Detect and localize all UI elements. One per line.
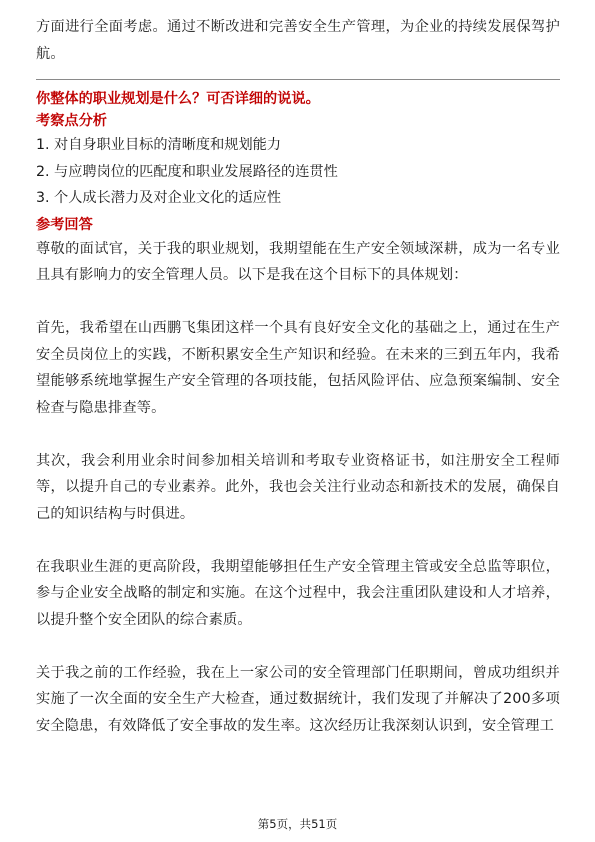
document-page [36,14,560,739]
page-number-footer: 第5页，共51页 [257,817,338,831]
answer-heading: 参考回答 [36,216,93,233]
question-heading: 你整体的职业规划是什么？可否详细的说说。 [36,91,320,107]
section-divider [36,79,560,80]
answer-paragraph: 关于我之前的工作经验，我在上一家公司的安全管理部门任职期间，曾成功组织并实施了一次全面的安全生产大检查，通过数据统计，我们发现了并解决了200多项安全隐患，有效降低了安全事故的发生率。这次经历让我深刻认识到，安全管理工 [36,664,560,734]
analysis-point: 1. 对自身职业目标的清晰度和规划能力 [36,137,282,153]
analysis-points-list [36,132,560,212]
answer-paragraph: 其次，我会利用业余时间参加相关培训和考取专业资格证书，如注册安全工程师等，以提升自己的专业素养。此外，我也会关注行业动态和新技术的发展，确保自己的知识结构与时俱进。 [36,452,560,522]
answer-paragraph: 在我职业生涯的更高阶段，我期望能够担任生产安全管理主管或安全总监等职位，参与企业安全战略的制定和实施。在这个过程中，我会注重团队建设和人才培养，以提升整个安全团队的综合素质。 [36,558,560,628]
intro-paragraph: 方面进行全面考虑。通过不断改进和完善安全生产管理，为企业的持续发展保驾护航。 [36,19,560,62]
answer-paragraph: 尊敬的面试官，关于我的职业规划，我期望能在生产安全领域深耕，成为一名专业且具有影响力的安全管理人员。以下是我在这个目标下的具体规划： [36,240,560,283]
analysis-point: 2. 与应聘岗位的匹配度和职业发展路径的连贯性 [36,163,338,180]
analysis-heading: 考察点分析 [36,113,107,129]
analysis-point: 3. 个人成长潜力及对企业文化的适应性 [36,190,282,206]
answer-paragraph: 首先，我希望在山西鹏飞集团这样一个具有良好安全文化的基础之上，通过在生产安全员岗位上的实践，不断积累安全生产知识和经验。在未来的三到五年内，我希望能够系统地掌握生产安全管理的各项技能，包括风险评估、应急预案编制、安全检查与隐患排查等。 [36,320,560,416]
